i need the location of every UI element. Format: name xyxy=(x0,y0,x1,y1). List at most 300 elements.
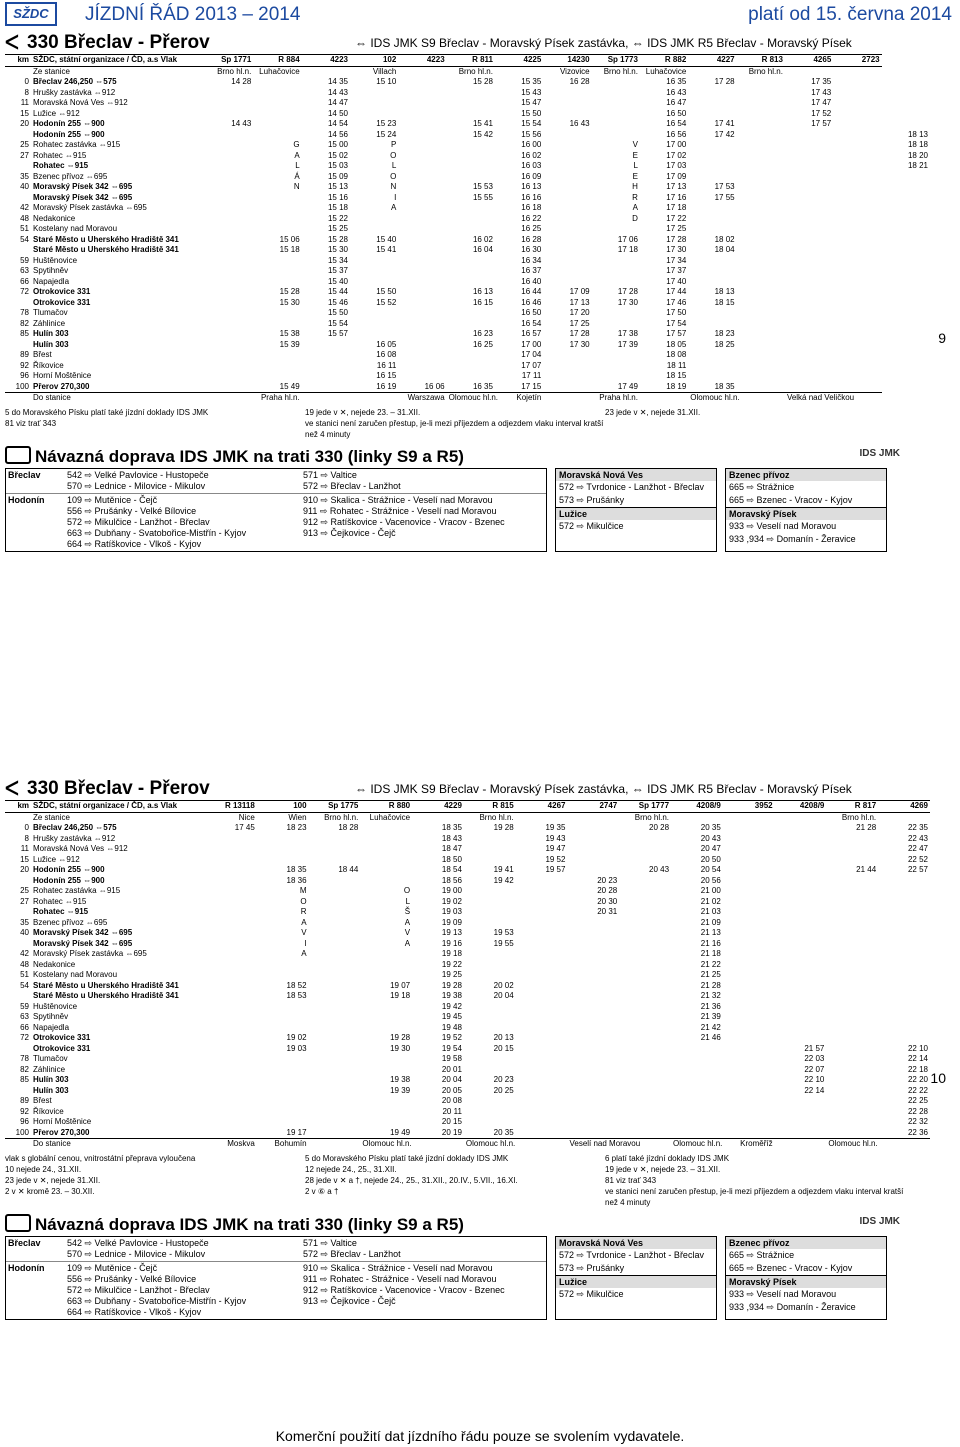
from-station: Brno hl.n. xyxy=(634,812,670,822)
departure-time xyxy=(826,844,878,855)
departure-time xyxy=(257,1096,309,1107)
station-name: Moravský Písek zastávka ⇔695 xyxy=(33,203,147,212)
station-row xyxy=(5,130,930,141)
station-row xyxy=(5,1075,930,1086)
departure-time: 17 55 xyxy=(714,192,735,202)
ids-info: ⇔ IDS JMK S9 Břeclav - Moravský Písek zastávka, ⇔ IDS JMK R5 Břeclav - Moravský Písek xyxy=(355,782,852,796)
departure-time xyxy=(309,960,361,971)
departure-time xyxy=(360,1117,412,1128)
departure-time: O xyxy=(300,896,307,906)
departure-time: 20 28 xyxy=(597,886,618,895)
departure-time xyxy=(737,193,785,204)
station-row xyxy=(5,1012,930,1023)
departure-time xyxy=(567,939,619,950)
departure-time xyxy=(398,298,446,309)
departure-time xyxy=(826,1012,878,1023)
departure-time xyxy=(619,1096,671,1107)
departure-time xyxy=(567,1002,619,1013)
departure-time xyxy=(723,970,775,981)
to-station: Olomouc hl.n. xyxy=(828,1139,878,1148)
station-row xyxy=(5,350,930,361)
departure-time xyxy=(785,224,833,235)
bus-line: 913 ⇨ Čejkovice - Čejč xyxy=(303,527,396,538)
departure-time xyxy=(516,886,568,897)
departure-time xyxy=(398,109,446,120)
departure-time: 19 54 xyxy=(441,1043,462,1053)
departure-time: 16 19 xyxy=(376,381,397,391)
departure-time: 15 46 xyxy=(327,297,348,307)
to-station: Bohumín xyxy=(257,1139,309,1150)
departure-time: 16 57 xyxy=(521,329,542,338)
page-number: 10 xyxy=(930,1070,946,1086)
departure-time: 22 28 xyxy=(907,1106,928,1116)
departure-time xyxy=(882,329,930,340)
departure-time: A xyxy=(632,203,638,212)
station-name: Staré Město u Uherského Hradiště 341 xyxy=(33,234,179,244)
bus-line: 572 ⇨ Mikulčice - Lanžhot - Břeclav xyxy=(67,1284,210,1295)
departure-time: 15 41 xyxy=(376,245,397,254)
km xyxy=(5,907,31,918)
station-name: Huštěnovice xyxy=(33,1001,78,1011)
departure-time: 16 46 xyxy=(521,297,542,307)
departure-time xyxy=(619,834,671,845)
departure-time xyxy=(723,844,775,855)
station-row xyxy=(5,298,930,309)
station-name: Hulín 303 xyxy=(33,1075,69,1084)
departure-time: 18 18 xyxy=(907,140,928,149)
station-name: Hulín 303 xyxy=(33,329,69,338)
to-station xyxy=(302,393,350,404)
departure-time xyxy=(516,1075,568,1086)
km: 27 xyxy=(20,150,29,160)
departure-time xyxy=(205,88,253,99)
departure-time xyxy=(723,1002,775,1013)
km: 92 xyxy=(20,360,29,370)
departure-time xyxy=(543,151,591,162)
departure-time xyxy=(592,256,640,267)
departure-time xyxy=(775,865,827,876)
departure-time: 15 57 xyxy=(327,329,348,338)
to-station xyxy=(878,1139,930,1150)
km: 89 xyxy=(20,1096,29,1105)
train-number: 2723 xyxy=(833,55,881,67)
departure-time xyxy=(878,876,930,887)
departure-time xyxy=(205,981,257,992)
departure-time xyxy=(447,98,495,109)
departure-time xyxy=(205,928,257,939)
bus-line: 663 ⇨ Dubňany - Svatobořice-Mistřín - Kyjov xyxy=(67,527,247,538)
departure-time xyxy=(350,277,398,288)
departure-time: L xyxy=(295,161,300,170)
departure-time xyxy=(785,350,833,361)
departure-time xyxy=(785,193,833,204)
departure-time xyxy=(833,203,881,214)
departure-time: 17 44 xyxy=(666,287,687,296)
departure-time xyxy=(833,214,881,225)
departure-time xyxy=(878,981,930,992)
departure-time: 17 38 xyxy=(617,329,638,338)
station-name: Huštěnovice xyxy=(33,255,78,265)
departure-time: 19 09 xyxy=(441,917,462,927)
departure-time: A xyxy=(404,938,411,948)
departure-time xyxy=(543,193,591,204)
departure-time xyxy=(826,918,878,929)
departure-time xyxy=(826,1054,878,1065)
departure-time xyxy=(567,823,619,834)
departure-time xyxy=(447,224,495,235)
departure-time: 19 42 xyxy=(493,875,514,885)
validity-date: platí od 15. června 2014 xyxy=(748,4,952,25)
departure-time xyxy=(567,1107,619,1118)
departure-time: 16 40 xyxy=(521,276,542,286)
to-station: Do stanice xyxy=(31,1139,205,1150)
departure-time: 14 50 xyxy=(327,108,348,118)
departure-time: A xyxy=(301,949,307,958)
station-row xyxy=(5,1096,930,1107)
train-number: 3952 xyxy=(723,801,775,813)
departure-time xyxy=(737,224,785,235)
departure-time xyxy=(882,182,930,193)
departure-time xyxy=(785,287,833,298)
departure-time xyxy=(737,329,785,340)
station-name: Horní Moštěnice xyxy=(33,371,92,380)
departure-time: 17 28 xyxy=(666,234,687,244)
from-station: Ze stanice xyxy=(33,812,70,822)
station-row xyxy=(5,224,930,235)
departure-time: 18 13 xyxy=(907,129,928,139)
departure-time: 18 08 xyxy=(666,350,687,359)
km: 48 xyxy=(20,213,29,223)
departure-time xyxy=(543,98,591,109)
station-name: Přerov 270,300 xyxy=(33,381,90,391)
departure-time: 17 45 xyxy=(234,823,255,832)
departure-time xyxy=(309,844,361,855)
departure-time: 16 22 xyxy=(521,213,542,223)
departure-time xyxy=(737,350,785,361)
departure-time xyxy=(882,287,930,298)
departure-time: M xyxy=(299,886,307,895)
departure-time xyxy=(205,834,257,845)
departure-time: 20 30 xyxy=(597,896,618,906)
departure-time: 21 44 xyxy=(856,865,877,874)
departure-time: 17 42 xyxy=(714,129,735,139)
departure-time xyxy=(833,88,881,99)
departure-time: 15 30 xyxy=(279,297,300,307)
departure-time xyxy=(833,371,881,382)
departure-time xyxy=(785,235,833,246)
departure-time xyxy=(882,193,930,204)
departure-time xyxy=(833,266,881,277)
station-name: Rohatec ⇔915 xyxy=(33,896,87,906)
departure-time xyxy=(737,172,785,183)
departure-time xyxy=(826,991,878,1002)
km xyxy=(5,298,31,309)
departure-time: 19 00 xyxy=(441,886,462,895)
departure-time xyxy=(205,214,253,225)
departure-time xyxy=(205,172,253,183)
departure-time xyxy=(737,109,785,120)
from-station: Vizovice xyxy=(559,66,590,76)
train-number: Sp 1771 xyxy=(205,55,253,67)
train-number: 4225 xyxy=(495,55,543,67)
departure-time xyxy=(878,1023,930,1034)
bus-line: 933 ⇨ Veselí nad Moravou xyxy=(729,520,837,531)
departure-time xyxy=(671,1096,723,1107)
departure-time xyxy=(543,109,591,120)
departure-time xyxy=(398,235,446,246)
departure-time xyxy=(723,897,775,908)
departure-time xyxy=(619,1075,671,1086)
km xyxy=(5,161,31,172)
departure-time: 17 11 xyxy=(521,371,542,380)
from-station-row xyxy=(5,812,930,823)
station-row xyxy=(5,371,930,382)
departure-time: 19 25 xyxy=(441,970,462,979)
departure-time xyxy=(878,1033,930,1044)
departure-time: 18 13 xyxy=(714,287,735,296)
departure-time xyxy=(205,1096,257,1107)
departure-time xyxy=(775,1012,827,1023)
departure-time: 22 36 xyxy=(907,1127,928,1137)
station-name: Lužice ⇔912 xyxy=(33,108,80,118)
to-station-row xyxy=(5,393,930,404)
departure-time xyxy=(688,256,736,267)
departure-time xyxy=(350,88,398,99)
departure-time: 15 28 xyxy=(472,77,493,86)
departure-time xyxy=(464,855,516,866)
departure-time xyxy=(775,855,827,866)
departure-time: 17 47 xyxy=(811,98,832,107)
departure-time: 17 09 xyxy=(666,171,687,181)
bus-line: 573 ⇨ Prušánky xyxy=(559,1262,625,1273)
departure-time: 17 30 xyxy=(569,339,590,349)
departure-time xyxy=(737,319,785,330)
connections-right xyxy=(725,468,887,552)
station-row xyxy=(5,918,930,929)
departure-time xyxy=(398,266,446,277)
departure-time xyxy=(516,918,568,929)
departure-time xyxy=(257,1107,309,1118)
departure-time: N xyxy=(390,182,397,191)
station-name: Otrokovice 331 xyxy=(33,287,91,296)
departure-time: 18 28 xyxy=(338,823,359,832)
departure-time xyxy=(785,308,833,319)
station-row xyxy=(5,981,930,992)
footnote: 2 v ✕ kromě 23. – 30.XII. xyxy=(5,1186,95,1196)
departure-time: 16 54 xyxy=(666,119,687,128)
departure-time: 18 43 xyxy=(441,833,462,843)
departure-time xyxy=(516,1033,568,1044)
departure-time xyxy=(257,1075,309,1086)
station-row xyxy=(5,266,930,277)
train-number: 14230 xyxy=(543,55,591,67)
departure-time xyxy=(592,266,640,277)
departure-time xyxy=(516,907,568,918)
departure-time xyxy=(205,308,253,319)
km: 89 xyxy=(20,350,29,359)
departure-time xyxy=(878,991,930,1002)
departure-time: 16 44 xyxy=(521,287,542,296)
departure-time xyxy=(833,193,881,204)
station-row xyxy=(5,939,930,950)
station-name: Rohatec zastávka ⇔915 xyxy=(33,140,121,149)
departure-time: 16 25 xyxy=(521,224,542,233)
departure-time: 15 38 xyxy=(279,329,300,338)
km: 85 xyxy=(20,329,29,338)
departure-time: 16 13 xyxy=(521,182,542,191)
departure-time: 17 53 xyxy=(714,182,735,191)
to-station xyxy=(5,393,31,404)
station-name: Nedakonice xyxy=(33,213,76,223)
station-row xyxy=(5,172,930,183)
departure-time xyxy=(826,1096,878,1107)
km: 82 xyxy=(20,1064,29,1074)
departure-time xyxy=(257,960,309,971)
departure-time xyxy=(205,960,257,971)
km xyxy=(5,245,31,256)
connections-left xyxy=(5,468,547,552)
to-station xyxy=(775,1139,827,1150)
departure-time xyxy=(619,928,671,939)
line-number: 330 Břeclav - Přerov xyxy=(27,778,210,799)
km: 40 xyxy=(20,928,29,937)
from-station xyxy=(412,812,464,823)
departure-time: 15 52 xyxy=(376,297,397,307)
departure-time xyxy=(688,266,736,277)
departure-time xyxy=(878,949,930,960)
departure-time xyxy=(826,928,878,939)
departure-time xyxy=(785,245,833,256)
departure-time xyxy=(592,119,640,130)
departure-time xyxy=(516,1128,568,1139)
station-name: Lužice ⇔912 xyxy=(33,854,80,864)
departure-time xyxy=(253,203,301,214)
departure-time: 16 35 xyxy=(666,77,687,86)
departure-time xyxy=(516,1002,568,1013)
stop-name: Lužice xyxy=(556,507,716,520)
departure-time xyxy=(826,834,878,845)
departure-time xyxy=(350,319,398,330)
departure-time xyxy=(516,1012,568,1023)
departure-time: 20 01 xyxy=(441,1064,462,1074)
departure-time xyxy=(878,970,930,981)
departure-time xyxy=(723,1033,775,1044)
departure-time xyxy=(543,88,591,99)
departure-time: 17 43 xyxy=(811,87,832,97)
km: 63 xyxy=(20,1012,29,1021)
departure-time xyxy=(205,361,253,372)
station-row xyxy=(5,277,930,288)
departure-time xyxy=(833,287,881,298)
departure-time xyxy=(205,1012,257,1023)
departure-time xyxy=(309,970,361,981)
departure-time xyxy=(516,1096,568,1107)
departure-time xyxy=(723,855,775,866)
departure-time xyxy=(309,855,361,866)
page-number: 9 xyxy=(938,330,946,346)
departure-time xyxy=(464,1107,516,1118)
connections-grid xyxy=(5,1236,930,1320)
departure-time: 16 02 xyxy=(472,234,493,244)
departure-time xyxy=(464,1054,516,1065)
departure-time xyxy=(775,823,827,834)
departure-time: 15 02 xyxy=(327,150,348,160)
departure-time xyxy=(257,970,309,981)
departure-time xyxy=(567,865,619,876)
departure-time xyxy=(447,109,495,120)
departure-time: 16 54 xyxy=(521,318,542,328)
bus-line: 933 ,934 ⇨ Domanín - Žeravice xyxy=(729,1301,856,1312)
departure-time xyxy=(882,371,930,382)
to-station xyxy=(350,393,398,404)
train-number: km xyxy=(5,55,31,67)
departure-time xyxy=(775,981,827,992)
departure-time xyxy=(723,1012,775,1023)
departure-time xyxy=(826,960,878,971)
departure-time: 22 22 xyxy=(907,1085,928,1095)
departure-time xyxy=(309,1107,361,1118)
departure-time xyxy=(723,865,775,876)
departure-time xyxy=(398,172,446,183)
bus-line: 572 ⇨ Mikulčice xyxy=(559,520,624,531)
connection-stop xyxy=(6,1237,546,1261)
bus-line: 556 ⇨ Prušánky - Velké Bílovice xyxy=(67,1273,197,1284)
km: 11 xyxy=(20,98,29,107)
departure-time: 19 52 xyxy=(545,854,566,864)
departure-time xyxy=(737,151,785,162)
bus-lines-a xyxy=(64,494,300,551)
from-station: Brno hl.n. xyxy=(841,812,877,822)
departure-time xyxy=(688,308,736,319)
departure-time: 18 11 xyxy=(666,360,687,370)
to-station-row xyxy=(5,1139,930,1150)
departure-time: P xyxy=(390,140,397,149)
departure-time: 19 22 xyxy=(441,959,462,969)
station-row xyxy=(5,960,930,971)
train-number: R 884 xyxy=(253,55,301,67)
departure-time xyxy=(826,949,878,960)
stop-name: Bzenec přívoz xyxy=(726,1237,886,1249)
departure-time xyxy=(567,834,619,845)
departure-time xyxy=(567,1117,619,1128)
stop-name: Moravská Nová Ves xyxy=(556,1237,716,1249)
departure-time: 20 28 xyxy=(649,823,670,832)
station-row xyxy=(5,361,930,372)
departure-time: 16 28 xyxy=(521,234,542,244)
departure-time: 17 54 xyxy=(666,318,687,328)
departure-time xyxy=(309,1086,361,1097)
to-station: Praha hl.n. xyxy=(592,393,640,404)
departure-time: 17 13 xyxy=(666,182,687,191)
departure-time: 19 28 xyxy=(441,980,462,990)
departure-time xyxy=(302,340,350,351)
departure-time xyxy=(775,991,827,1002)
bus-line: 933 ⇨ Veselí nad Moravou xyxy=(729,1288,837,1299)
station-row xyxy=(5,886,930,897)
station-name: Spytihněv xyxy=(33,266,69,275)
departure-time: 18 23 xyxy=(714,329,735,338)
train-number: Sp 1777 xyxy=(619,801,671,813)
departure-time: 20 15 xyxy=(441,1117,462,1126)
to-station xyxy=(205,393,253,404)
line-title xyxy=(5,32,930,54)
from-station xyxy=(5,66,31,77)
departure-time xyxy=(567,1054,619,1065)
station-name: Moravský Písek 342 ⇔695 xyxy=(33,182,133,191)
departure-time xyxy=(543,235,591,246)
departure-time xyxy=(205,855,257,866)
from-station xyxy=(775,812,827,823)
